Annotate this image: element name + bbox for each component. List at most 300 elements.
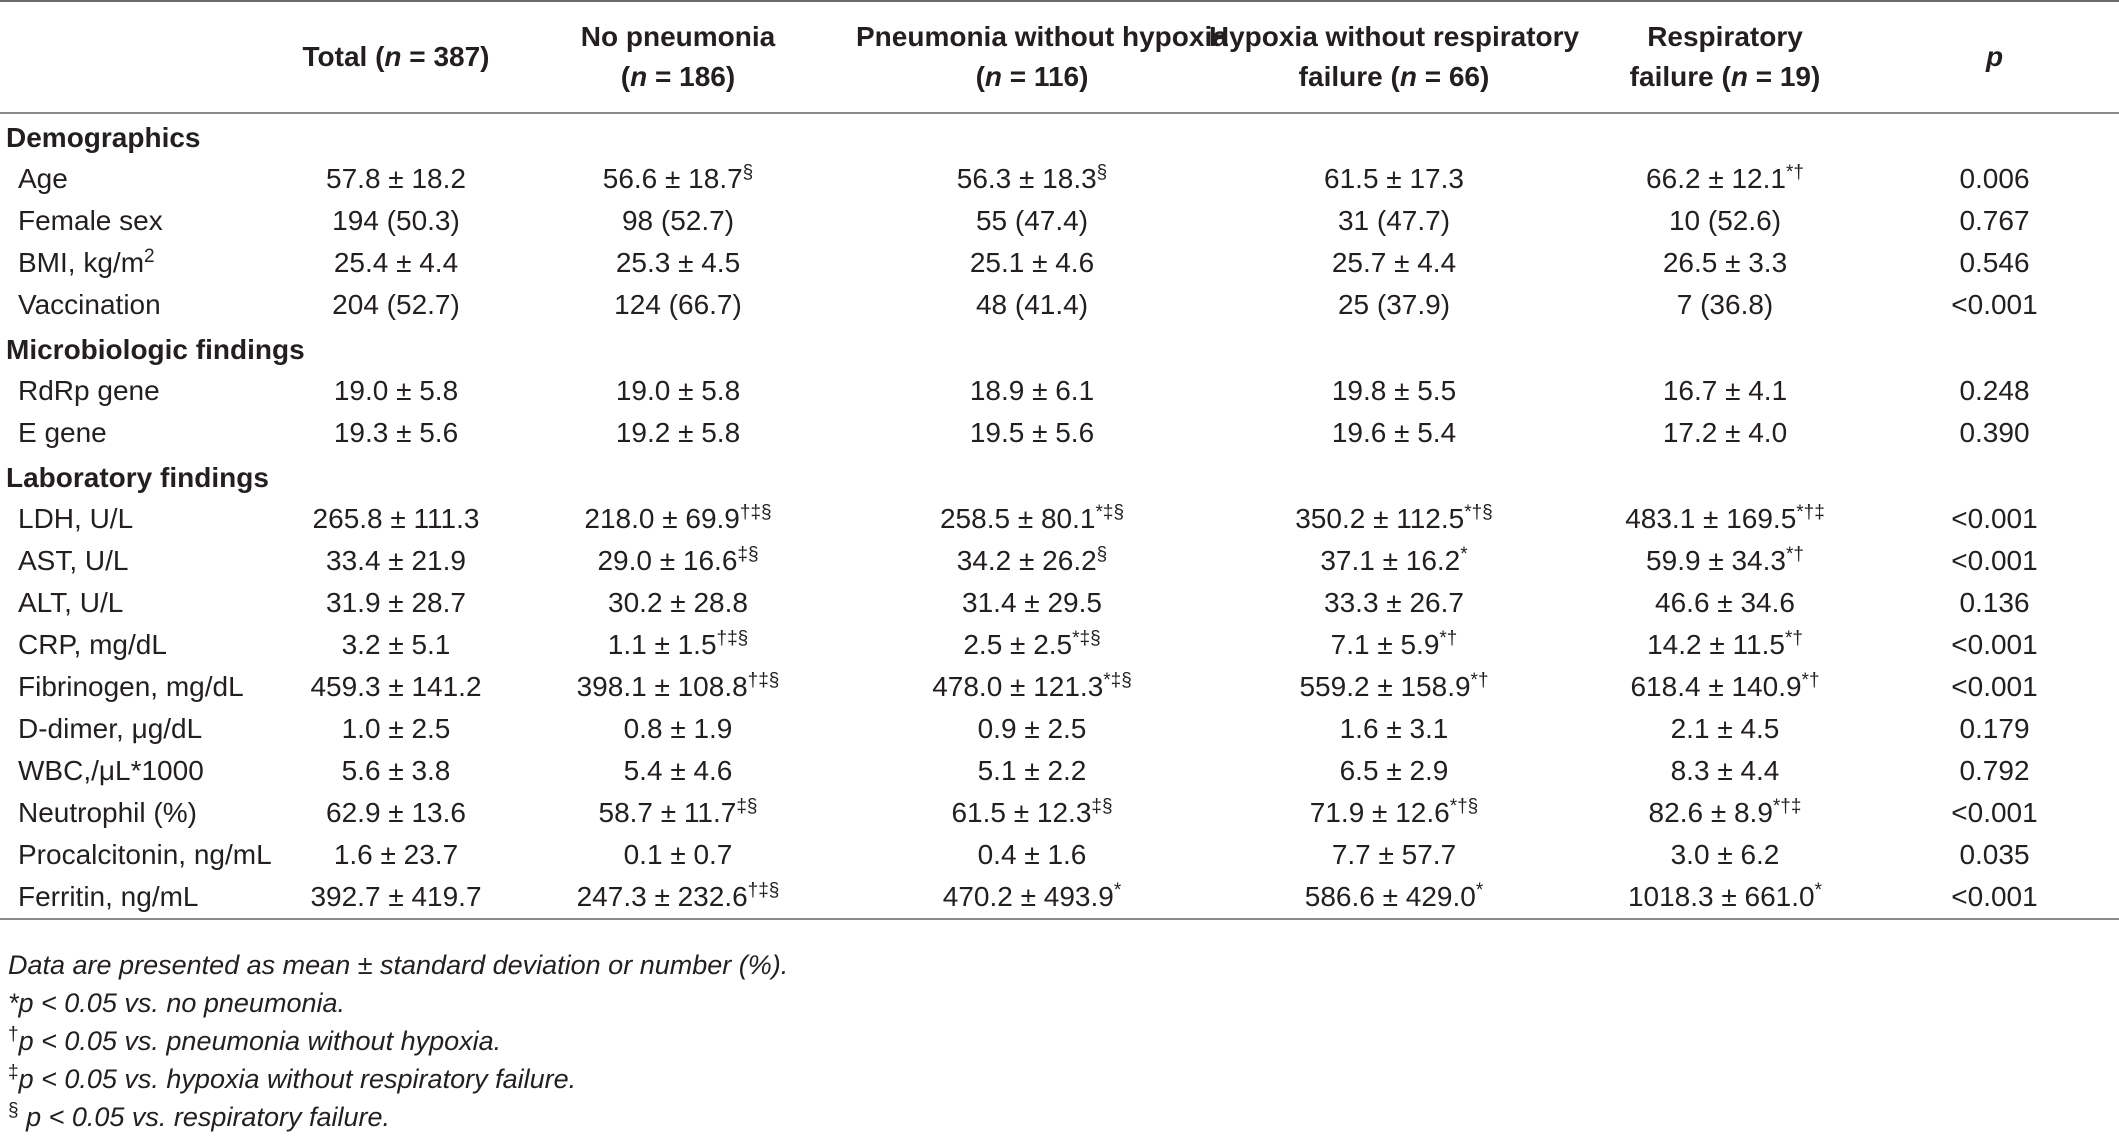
row-label [0, 876, 292, 919]
row-label-text: ALT, U/L [18, 587, 124, 618]
cell-value: 16.7 ± 4.1 [1662, 375, 1788, 406]
table-cell [292, 624, 500, 666]
cell-value: 30.2 ± 28.8 [608, 587, 748, 618]
row-label-text: BMI, kg/m [18, 247, 145, 278]
header-label-cell [0, 1, 292, 112]
cell-value: 82.6 ± 8.9 [1648, 797, 1773, 828]
cell-significance-marks: *†‡ [1772, 796, 1802, 817]
section-row [0, 454, 2119, 498]
table-cell [1208, 708, 1580, 750]
cell-significance-marks: †‡§ [739, 502, 772, 523]
cell-value: 56.6 ± 18.7 [602, 163, 743, 194]
cell-value: 124 (66.7) [614, 289, 742, 320]
cell-value: 6.5 ± 2.9 [1339, 755, 1449, 786]
cell-significance-marks: *†‡ [1796, 502, 1825, 523]
cell-value: 33.3 ± 26.7 [1324, 587, 1464, 618]
table-cell [1580, 624, 1870, 666]
cell-value: 19.0 ± 5.8 [615, 375, 741, 406]
row-label-text: AST, U/L [18, 545, 129, 576]
cell-value: 57.8 ± 18.2 [326, 163, 466, 194]
row-label-text: Age [18, 163, 68, 194]
table-cell [1580, 540, 1870, 582]
cell-significance-marks: *† [1470, 670, 1489, 691]
table-cell [1870, 750, 2119, 792]
table-cell [292, 834, 500, 876]
cell-value: 459.3 ± 141.2 [310, 671, 482, 702]
cell-value: 1018.3 ± 661.0 [1627, 881, 1815, 912]
table-cell [1870, 666, 2119, 708]
table-cell [1208, 158, 1580, 200]
cell-value: 3.2 ± 5.1 [341, 629, 451, 660]
row-label-text: D-dimer, μg/dL [18, 713, 203, 744]
table-row [0, 624, 2119, 666]
cell-value: 3.0 ± 6.2 [1670, 839, 1780, 870]
cell-value: 392.7 ± 419.7 [310, 881, 482, 912]
cell-value: 5.4 ± 4.6 [623, 755, 733, 786]
cell-value: 478.0 ± 121.3 [932, 671, 1104, 702]
table-cell [856, 158, 1208, 200]
cell-value: 71.9 ± 12.6 [1309, 797, 1450, 828]
table-header-row [0, 1, 2119, 112]
cell-value: 5.6 ± 3.8 [341, 755, 451, 786]
table-cell [1870, 158, 2119, 200]
table-cell [1580, 750, 1870, 792]
row-label [0, 200, 292, 242]
header-text: failure ( [1629, 61, 1731, 92]
header-text: Hypoxia without respiratory [1208, 21, 1580, 52]
cell-value: 8.3 ± 4.4 [1670, 755, 1780, 786]
row-label-text: Female sex [18, 205, 163, 236]
table-cell [1870, 284, 2119, 326]
cell-significance-marks: †‡§ [716, 628, 749, 649]
cell-significance-marks: *†§ [1464, 502, 1493, 523]
cell-value: 19.0 ± 5.8 [333, 375, 459, 406]
cell-value: 5.1 ± 2.2 [977, 755, 1087, 786]
table-cell [856, 284, 1208, 326]
cell-value: 0.248 [1959, 375, 2030, 406]
table-row [0, 158, 2119, 200]
table-cell [1580, 792, 1870, 834]
cell-value: 33.4 ± 21.9 [326, 545, 466, 576]
header-text: failure ( [1298, 61, 1400, 92]
cell-value: 17.2 ± 4.0 [1662, 417, 1788, 448]
table-cell [856, 834, 1208, 876]
cell-value: 14.2 ± 11.5 [1647, 629, 1785, 660]
table-cell [1208, 792, 1580, 834]
cell-value: 350.2 ± 112.5 [1295, 503, 1465, 534]
cell-value: 0.546 [1959, 247, 2030, 278]
table-cell [1870, 708, 2119, 750]
table-cell [500, 284, 856, 326]
section-title: Demographics [6, 122, 201, 153]
cell-value: 0.792 [1959, 755, 2030, 786]
table-cell [1870, 498, 2119, 540]
row-label-text: Procalcitonin, ng/mL [18, 839, 272, 870]
cell-value: 0.767 [1959, 205, 2030, 236]
table-cell [1870, 370, 2119, 412]
cell-value: 0.179 [1959, 713, 2030, 744]
cell-value: 18.9 ± 6.1 [969, 375, 1095, 406]
table-cell [1208, 284, 1580, 326]
row-label [0, 498, 292, 540]
table-cell [500, 582, 856, 624]
cell-value: <0.001 [1951, 545, 2038, 576]
table-footnotes [8, 946, 788, 1136]
table-cell [1208, 624, 1580, 666]
row-label-text: Fibrinogen, mg/dL [18, 671, 244, 702]
cell-value: <0.001 [1951, 881, 2038, 912]
table-cell [856, 370, 1208, 412]
cell-value: 19.5 ± 5.6 [969, 417, 1095, 448]
table-cell [856, 666, 1208, 708]
cell-value: 25 (37.9) [1337, 289, 1451, 320]
cell-significance-marks: * [1814, 880, 1823, 901]
footnote-line [8, 1098, 788, 1136]
cell-value: 25.7 ± 4.4 [1331, 247, 1457, 278]
table-cell [1580, 666, 1870, 708]
row-label [0, 624, 292, 666]
table-cell [500, 158, 856, 200]
cell-value: 2.1 ± 4.5 [1670, 713, 1780, 744]
cell-value: 48 (41.4) [975, 289, 1089, 320]
table-cell [500, 540, 856, 582]
cell-value: 2.5 ± 2.5 [963, 629, 1073, 660]
cell-value: 1.6 ± 23.7 [333, 839, 459, 870]
row-label [0, 582, 292, 624]
table-cell [1580, 708, 1870, 750]
cell-value: 19.6 ± 5.4 [1331, 417, 1457, 448]
footnote-text: p < 0.05 vs. pneumonia without hypoxia. [18, 1026, 502, 1056]
row-label [0, 370, 292, 412]
cell-value: <0.001 [1951, 289, 2038, 320]
table-row [0, 666, 2119, 708]
header-n: n [384, 41, 402, 72]
table-cell [292, 750, 500, 792]
cell-value: 0.8 ± 1.9 [623, 713, 733, 744]
header-n: n [630, 61, 648, 92]
cell-value: 10 (52.6) [1668, 205, 1782, 236]
row-label-text: WBC,/μL*1000 [18, 755, 204, 786]
table-row [0, 750, 2119, 792]
table-cell [856, 582, 1208, 624]
cell-value: 0.035 [1959, 839, 2030, 870]
table-cell [1870, 242, 2119, 284]
table-cell [500, 834, 856, 876]
cell-value: 62.9 ± 13.6 [326, 797, 466, 828]
table-cell [1870, 200, 2119, 242]
table-row [0, 792, 2119, 834]
cell-value: 559.2 ± 158.9 [1299, 671, 1471, 702]
cell-value: 26.5 ± 3.3 [1662, 247, 1788, 278]
table-cell [500, 708, 856, 750]
cell-value: 55 (47.4) [975, 205, 1089, 236]
cell-significance-marks: *‡§ [1103, 670, 1132, 691]
row-label-text: CRP, mg/dL [18, 629, 167, 660]
header-text: ( [975, 61, 985, 92]
footnote-text: *p < 0.05 vs. no pneumonia. [8, 988, 345, 1018]
table-cell [292, 498, 500, 540]
cell-significance-marks: *† [1785, 544, 1804, 565]
footnote-text: p < 0.05 vs. hypoxia without respiratory failure. [18, 1064, 577, 1094]
cell-value: 25.4 ± 4.4 [333, 247, 459, 278]
table-cell [1580, 200, 1870, 242]
section-title: Microbiologic findings [6, 334, 305, 365]
cell-value: 1.6 ± 3.1 [1339, 713, 1449, 744]
table-cell [292, 200, 500, 242]
cell-value: 25.3 ± 4.5 [615, 247, 741, 278]
cell-value: 0.9 ± 2.5 [977, 713, 1087, 744]
cell-value: <0.001 [1951, 629, 2038, 660]
table-cell [1208, 540, 1580, 582]
cell-significance-marks: *† [1801, 670, 1820, 691]
header-text: = 186) [647, 61, 736, 92]
footnote-mark: ‡ [8, 1062, 19, 1083]
table-cell [856, 876, 1208, 919]
cell-value: 0.136 [1959, 587, 2030, 618]
header-total [292, 1, 500, 112]
table-cell [856, 540, 1208, 582]
cell-value: 483.1 ± 169.5 [1625, 503, 1797, 534]
cell-significance-marks: *† [1785, 162, 1804, 183]
table-cell [500, 412, 856, 454]
footnote-mark: § [8, 1100, 19, 1121]
cell-significance-marks: *† [1784, 628, 1803, 649]
cell-significance-marks: § [742, 162, 754, 183]
cell-value: 19.3 ± 5.6 [333, 417, 459, 448]
row-label [0, 242, 292, 284]
cell-value: 204 (52.7) [332, 289, 460, 320]
cell-significance-marks: * [1460, 544, 1468, 565]
header-no-pneumonia [500, 1, 856, 112]
table-cell [856, 242, 1208, 284]
cell-value: 265.8 ± 111.3 [312, 503, 480, 534]
table-cell [500, 666, 856, 708]
table-cell [500, 370, 856, 412]
table-row [0, 708, 2119, 750]
row-label [0, 708, 292, 750]
row-label [0, 284, 292, 326]
row-label-text: RdRp gene [18, 375, 160, 406]
cell-value: 1.1 ± 1.5 [607, 629, 717, 660]
table-cell [1208, 412, 1580, 454]
footnote-line [8, 1060, 788, 1098]
section-title: Laboratory findings [6, 462, 269, 493]
cell-value: 470.2 ± 493.9 [942, 881, 1114, 912]
table-cell [500, 200, 856, 242]
cell-value: <0.001 [1951, 671, 2038, 702]
table-row [0, 242, 2119, 284]
header-respiratory-failure [1580, 1, 1870, 112]
table-row [0, 284, 2119, 326]
row-label-text: LDH, U/L [18, 503, 134, 534]
table-cell [1208, 876, 1580, 919]
header-text: No pneumonia [580, 21, 776, 52]
table-cell [500, 498, 856, 540]
table-cell [292, 708, 500, 750]
table-row [0, 582, 2119, 624]
header-n: n [984, 61, 1003, 92]
row-label-text: Vaccination [18, 289, 161, 320]
table-row [0, 834, 2119, 876]
table-cell [500, 876, 856, 919]
cell-value: 25.1 ± 4.6 [969, 247, 1095, 278]
table-cell [1870, 540, 2119, 582]
header-hypoxia-without-respiratory-failure [1208, 1, 1580, 112]
header-n: n [1730, 61, 1748, 92]
footnote-text: Data are presented as mean ± standard deviation or number (%). [8, 950, 789, 980]
row-label-text: Ferritin, ng/mL [18, 881, 199, 912]
cell-significance-marks: ‡§ [1091, 796, 1113, 817]
cell-value: 1.0 ± 2.5 [341, 713, 451, 744]
table-cell [292, 158, 500, 200]
cell-value: 61.5 ± 12.3 [951, 797, 1092, 828]
table-cell [1208, 498, 1580, 540]
table-cell [1870, 834, 2119, 876]
cell-value: 7.1 ± 5.9 [1330, 629, 1440, 660]
cell-value: 29.0 ± 16.6 [597, 545, 738, 576]
cell-value: 0.390 [1959, 417, 2030, 448]
header-text: p [1985, 41, 2004, 72]
header-text: Total ( [302, 41, 385, 72]
header-text: = 116) [1002, 61, 1089, 92]
table-cell [1870, 582, 2119, 624]
cell-value: <0.001 [1951, 503, 2038, 534]
table-cell [1208, 242, 1580, 284]
cell-value: 58.7 ± 11.7 [598, 797, 737, 828]
cell-value: 66.2 ± 12.1 [1646, 163, 1786, 194]
table-row [0, 370, 2119, 412]
cell-significance-marks: ‡§ [736, 796, 758, 817]
header-text: Pneumonia without hypoxia [856, 21, 1228, 52]
table-cell [1870, 792, 2119, 834]
row-label [0, 750, 292, 792]
table-row [0, 498, 2119, 540]
table-cell [1208, 582, 1580, 624]
table-cell [292, 540, 500, 582]
cell-value: 7 (36.8) [1676, 289, 1774, 320]
cell-value: 0.4 ± 1.6 [977, 839, 1087, 870]
footnote-line [8, 946, 788, 984]
table-row [0, 876, 2119, 919]
footnote-line [8, 1022, 788, 1060]
table-cell [292, 370, 500, 412]
cell-significance-marks: ‡§ [737, 544, 759, 565]
cell-value: 0.006 [1959, 163, 2030, 194]
cell-value: 0.1 ± 0.7 [623, 839, 733, 870]
table-cell [1580, 370, 1870, 412]
table-cell [1580, 242, 1870, 284]
table-cell [1208, 370, 1580, 412]
table-row [0, 412, 2119, 454]
header-text: = 387) [401, 41, 490, 72]
cell-value: 61.5 ± 17.3 [1324, 163, 1464, 194]
cell-significance-marks: *† [1439, 628, 1458, 649]
table-body [0, 113, 2119, 919]
table-cell [1580, 876, 1870, 919]
cell-value: 19.2 ± 5.8 [615, 417, 741, 448]
cell-significance-marks: *‡§ [1095, 502, 1125, 523]
row-label [0, 412, 292, 454]
table-cell [1580, 582, 1870, 624]
cell-significance-marks: †‡§ [747, 880, 780, 901]
cell-value: 7.7 ± 57.7 [1331, 839, 1457, 870]
table-cell [1208, 200, 1580, 242]
footnote-line [8, 984, 788, 1022]
table-cell [500, 750, 856, 792]
cell-value: 618.4 ± 140.9 [1630, 671, 1802, 702]
table-cell [1580, 498, 1870, 540]
row-label [0, 540, 292, 582]
cell-value: 56.3 ± 18.3 [956, 163, 1097, 194]
header-text: = 66) [1416, 61, 1490, 92]
cell-value: 31 (47.7) [1337, 205, 1451, 236]
table-cell [1208, 834, 1580, 876]
cell-value: <0.001 [1951, 797, 2038, 828]
table-cell [1870, 876, 2119, 919]
table-cell [292, 792, 500, 834]
cell-significance-marks: *‡§ [1072, 628, 1101, 649]
table-row [0, 200, 2119, 242]
row-label-text: E gene [18, 417, 107, 448]
table-cell [856, 750, 1208, 792]
cell-value: 247.3 ± 232.6 [576, 881, 748, 912]
section-row [0, 326, 2119, 370]
footnote-mark: † [8, 1024, 19, 1045]
table-cell [500, 624, 856, 666]
cell-value: 586.6 ± 429.0 [1304, 881, 1476, 912]
row-label-superscript: 2 [144, 246, 155, 267]
table-cell [1580, 158, 1870, 200]
table-cell [856, 498, 1208, 540]
section-row [0, 113, 2119, 158]
header-text: ( [620, 61, 631, 92]
header-p-value [1870, 1, 2119, 112]
table-cell [292, 242, 500, 284]
cell-value: 34.2 ± 26.2 [956, 545, 1097, 576]
cell-significance-marks: †‡§ [747, 670, 780, 691]
table-cell [500, 242, 856, 284]
cell-value: 398.1 ± 108.8 [576, 671, 748, 702]
table-cell [856, 708, 1208, 750]
table-cell [1870, 412, 2119, 454]
header-text: = 19) [1747, 61, 1821, 92]
cell-value: 31.9 ± 28.7 [326, 587, 466, 618]
table-cell [856, 412, 1208, 454]
table-cell [1208, 666, 1580, 708]
table-cell [292, 412, 500, 454]
cell-significance-marks: * [1475, 880, 1484, 901]
cell-significance-marks: * [1113, 880, 1122, 901]
table-cell [856, 200, 1208, 242]
row-label [0, 792, 292, 834]
cell-significance-marks: *†§ [1449, 796, 1479, 817]
header-text: Respiratory [1647, 21, 1803, 52]
table-cell [292, 284, 500, 326]
header-pneumonia-without-hypoxia [856, 1, 1228, 112]
header-n: n [1399, 61, 1417, 92]
row-label [0, 834, 292, 876]
table-cell [1580, 412, 1870, 454]
cell-value: 98 (52.7) [621, 205, 735, 236]
cell-value: 258.5 ± 80.1 [939, 503, 1096, 534]
cell-value: 218.0 ± 69.9 [584, 503, 740, 534]
table-cell [292, 876, 500, 919]
table-cell [1580, 834, 1870, 876]
row-label-text: Neutrophil (%) [18, 797, 197, 828]
row-label [0, 158, 292, 200]
row-label [0, 666, 292, 708]
table-cell [1208, 750, 1580, 792]
